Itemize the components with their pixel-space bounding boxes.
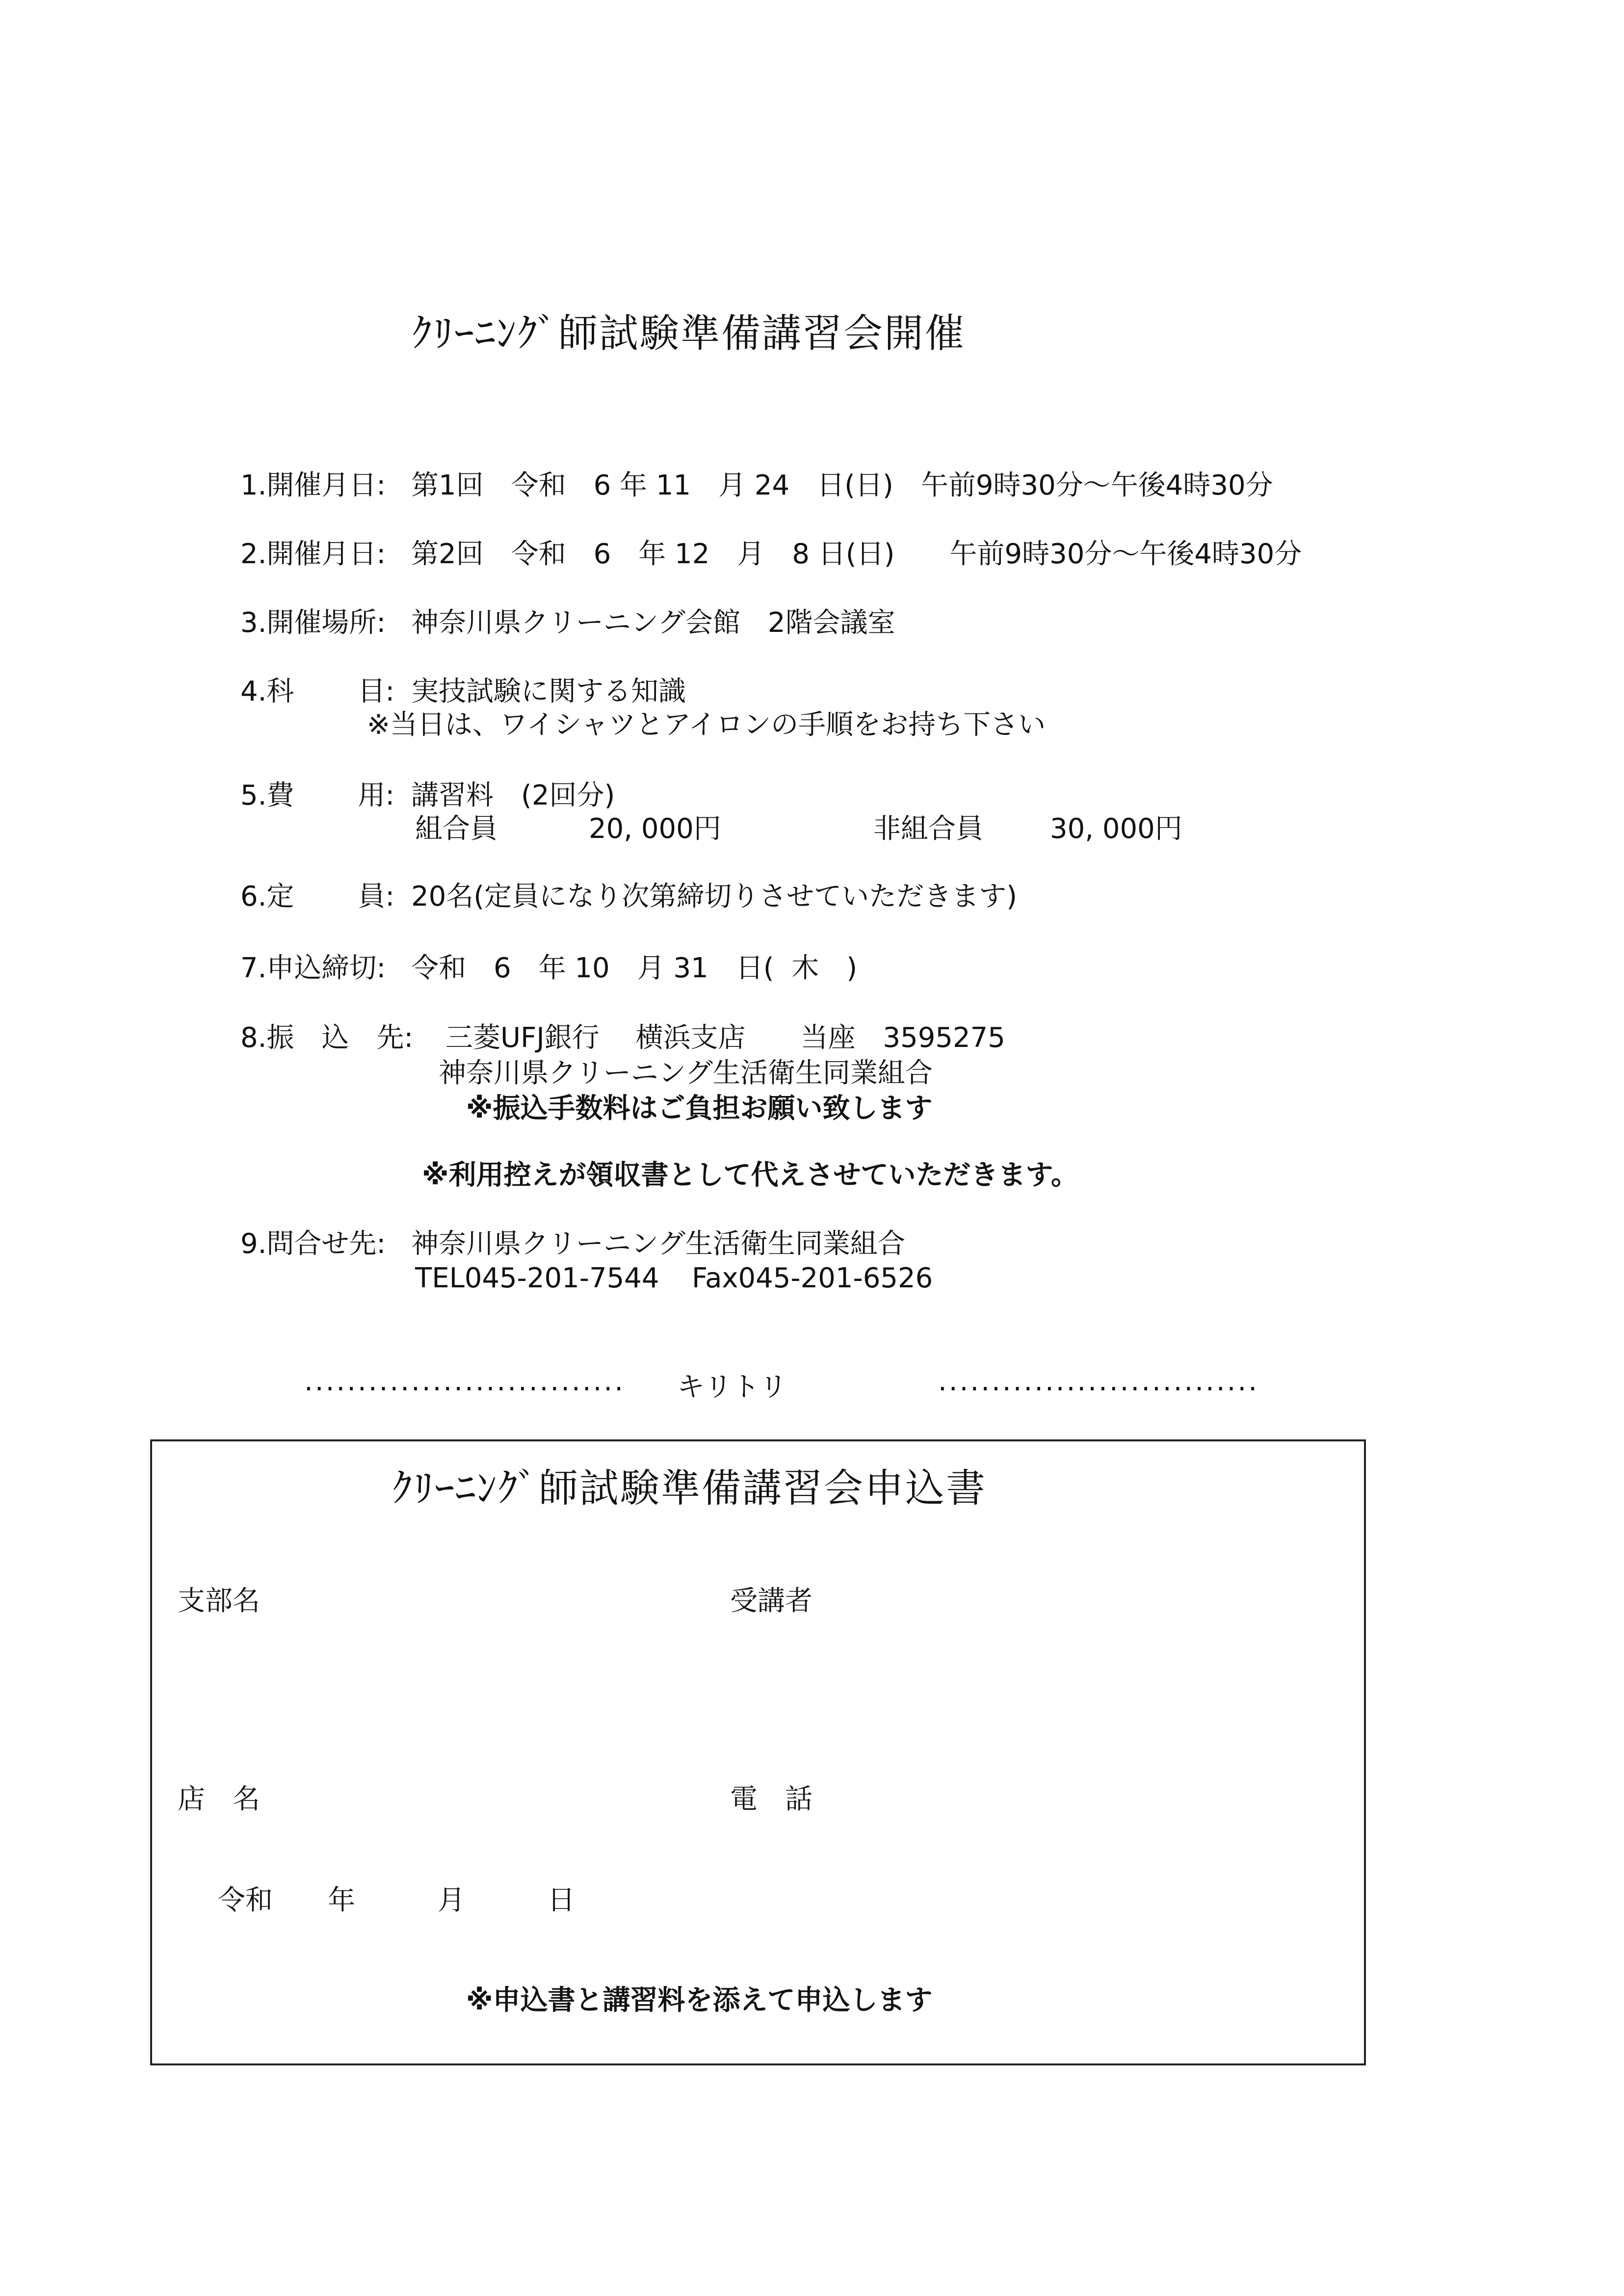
fee-nonmember-label: 非組合員 <box>873 813 983 845</box>
receipt-note: ※利用控えが領収書として代えさせていただきます。 <box>422 1159 1078 1191</box>
item-6-value: 20名(定員になり次第締切りさせていただきます) <box>411 881 1017 913</box>
cutline-label: キリトリ <box>677 1371 787 1403</box>
item-5-value: 講習料 (2回分) <box>411 780 615 811</box>
item-6-label: 6.定 員: <box>240 881 395 913</box>
item-8-account-holder: 神奈川県クリーニング生活衛生同業組合 <box>439 1057 933 1089</box>
fee-member-label: 組合員 <box>415 813 498 845</box>
item-7-value: 令和 6 年 10 月 31 日( 木 ) <box>411 952 858 984</box>
fee-nonmember-amount: 30, 000円 <box>1050 813 1182 845</box>
item-1-value: 第1回 令和 6 年 11 月 24 日(日) 午前9時30分～午後4時30分 <box>411 470 1273 501</box>
form-footer-note: ※申込書と講習料を添えて申込します <box>466 1984 933 2016</box>
item-9-value: 神奈川県クリーニング生活衛生同業組合 <box>411 1228 905 1260</box>
cutline-right-dots: .............................. <box>938 1365 1259 1397</box>
application-form <box>150 1439 1366 2065</box>
item-9-label: 9.問合せ先: <box>240 1228 386 1260</box>
fee-member-amount: 20, 000円 <box>589 813 721 845</box>
phone-label: 電 話 <box>730 1783 812 1815</box>
item-4-label: 4.科 目: <box>240 676 395 707</box>
item-4-note: ※当日は、ワイシャツとアイロンの手順をお持ち下さい <box>367 709 1046 741</box>
item-8-bank: 三菱UFJ銀行 横浜支店 当座 3595275 <box>445 1022 1005 1054</box>
item-2-label: 2.開催月日: <box>240 538 386 570</box>
branch-name-label: 支部名 <box>178 1585 260 1617</box>
item-7-label: 7.申込締切: <box>240 952 386 984</box>
item-8-label: 8.振 込 先: <box>240 1022 414 1054</box>
item-4-value: 実技試験に関する知識 <box>411 676 686 707</box>
item-5-label: 5.費 用: <box>240 780 395 811</box>
attendee-label: 受講者 <box>730 1585 812 1617</box>
form-title: ｸﾘｰﾆﾝｸﾞ師試験準備講習会申込書 <box>393 1465 987 1511</box>
item-3-label: 3.開催場所: <box>240 607 386 639</box>
shop-name-label: 店 名 <box>178 1783 260 1815</box>
date-line: 令和 年 月 日 <box>218 1884 575 1916</box>
item-1-label: 1.開催月日: <box>240 470 386 501</box>
notice-title: ｸﾘｰﾆﾝｸﾞ師試験準備講習会開催 <box>412 311 966 356</box>
contact-tel: TEL045-201-7544 <box>415 1262 659 1294</box>
transfer-fee-note: ※振込手数料はご負担お願い致します <box>466 1093 933 1124</box>
contact-fax: Fax045-201-6526 <box>692 1262 933 1294</box>
item-3-value: 神奈川県クリーニング会館 2階会議室 <box>411 607 895 639</box>
item-2-value: 第2回 令和 6 年 12 月 8 日(日) 午前9時30分～午後4時30分 <box>411 538 1302 570</box>
cutline-left-dots: .............................. <box>304 1365 626 1397</box>
